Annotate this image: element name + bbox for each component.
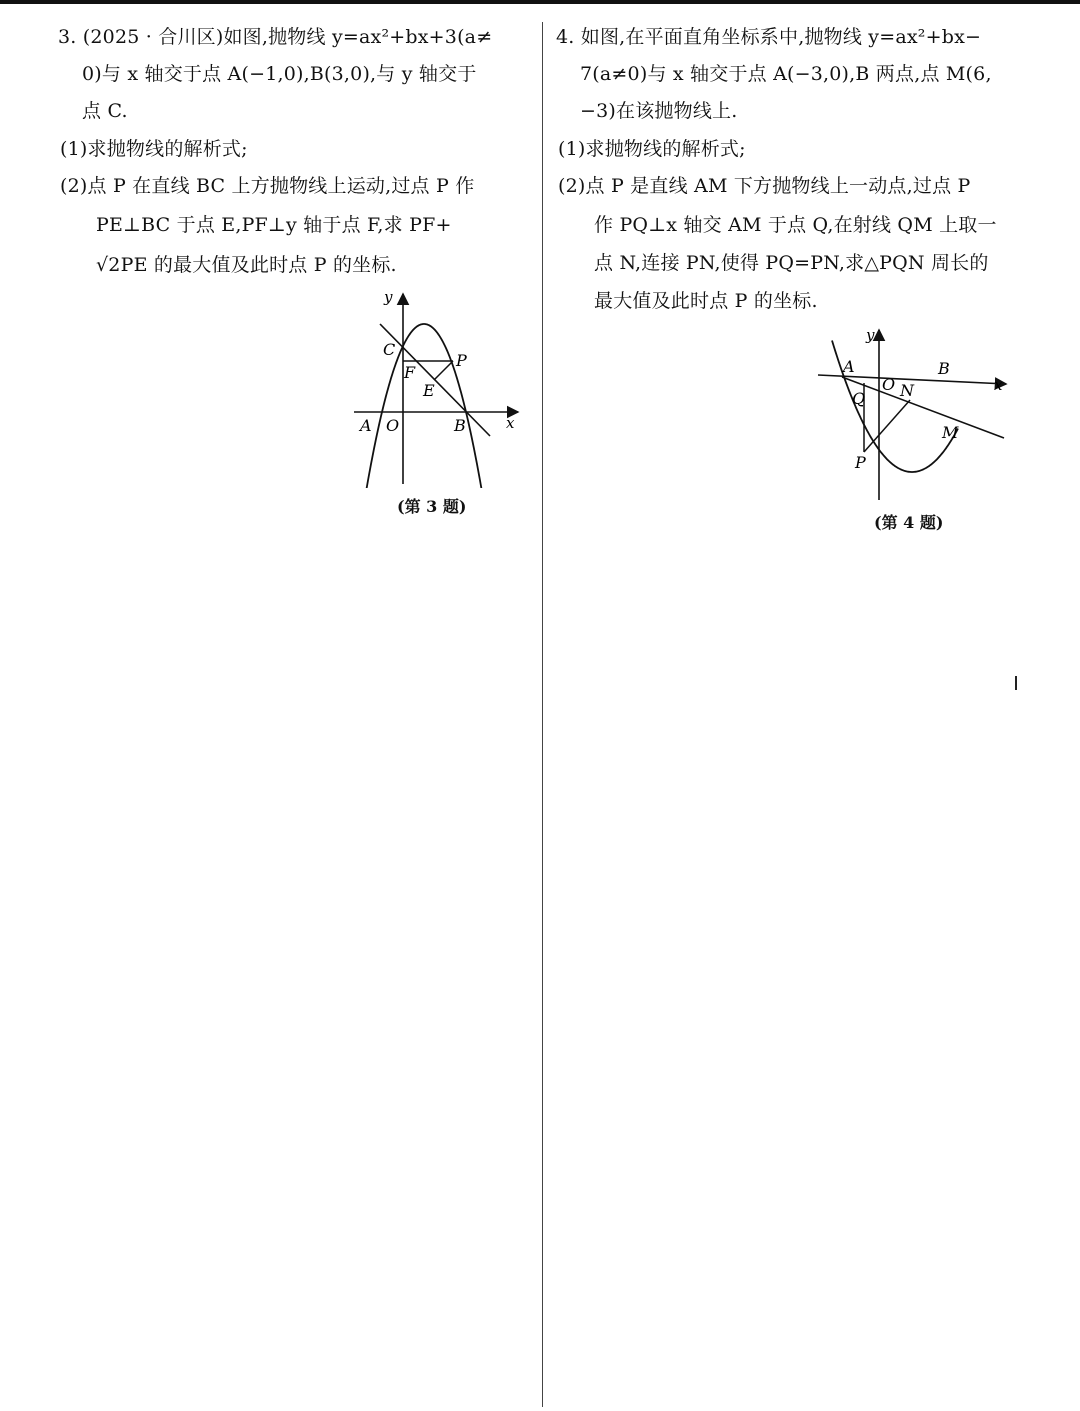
figure-4-segment-pn	[864, 400, 910, 452]
figure-4	[812, 322, 1010, 506]
figure-3-label-p: P	[456, 351, 467, 370]
problem-3-part-2-line-2: PE⊥BC 于点 E,PF⊥y 轴于点 F,求 PF+	[96, 214, 452, 236]
figure-3-label-o: O	[386, 416, 400, 435]
problem-3-part-2-line-1: (2)点 P 在直线 BC 上方抛物线上运动,过点 P 作	[60, 175, 475, 197]
problem-4-part-2-line-1: (2)点 P 是直线 AM 下方抛物线上一动点,过点 P	[558, 175, 971, 197]
figure-3-label-e: E	[423, 381, 435, 400]
problem-3-line-3: 点 C.	[82, 100, 128, 122]
figure-3-segment-pe	[434, 361, 453, 380]
top-rule	[0, 0, 1080, 4]
figure-4-label-o: O	[882, 375, 896, 394]
problem-3-part-1: (1)求抛物线的解析式;	[60, 138, 248, 160]
problem-4-part-2-line-2: 作 PQ⊥x 轴交 AM 于点 Q,在射线 QM 上取一	[594, 214, 997, 236]
figure-3-label-b: B	[454, 416, 466, 435]
problem-3-part-2-line-3: √2PE 的最大值及此时点 P 的坐标.	[96, 254, 397, 276]
figure-4-label-y: y	[866, 326, 875, 344]
figure-4-label-m: M	[942, 423, 959, 442]
figure-4-label-p: P	[855, 453, 866, 472]
stray-mark	[1015, 676, 1017, 690]
column-divider	[542, 22, 543, 1407]
problem-4-line-1: 4. 如图,在平面直角坐标系中,抛物线 y=ax²+bx−	[556, 26, 982, 48]
problem-4-part-2-line-4: 最大值及此时点 P 的坐标.	[594, 290, 818, 312]
figure-3-label-y: y	[384, 288, 393, 306]
figure-4-label-x: x	[994, 376, 1003, 394]
figure-3-label-x: x	[506, 414, 515, 432]
figure-4-label-b: B	[938, 359, 950, 378]
figure-3-label-a: A	[360, 416, 372, 435]
problem-4-part-1: (1)求抛物线的解析式;	[558, 138, 746, 160]
figure-3	[348, 288, 528, 488]
figure-3-label-c: C	[383, 340, 396, 359]
problem-4-part-2-line-3: 点 N,连接 PN,使得 PQ=PN,求△PQN 周长的	[594, 252, 989, 274]
figure-3-label-f: F	[404, 363, 416, 382]
figure-4-label-a: A	[843, 357, 855, 376]
figure-4-label-n: N	[900, 381, 914, 400]
figure-4-caption: (第 4 题)	[874, 513, 944, 532]
problem-4-line-3: −3)在该抛物线上.	[580, 100, 738, 122]
problem-3-line-1: 3. (2025 · 合川区)如图,抛物线 y=ax²+bx+3(a≠	[58, 26, 493, 48]
figure-4-label-q: Q	[852, 389, 866, 408]
problem-3-line-2: 0)与 x 轴交于点 A(−1,0),B(3,0),与 y 轴交于	[82, 63, 477, 85]
figure-3-caption: (第 3 题)	[397, 497, 467, 516]
problem-4-line-2: 7(a≠0)与 x 轴交于点 A(−3,0),B 两点,点 M(6,	[580, 63, 992, 85]
